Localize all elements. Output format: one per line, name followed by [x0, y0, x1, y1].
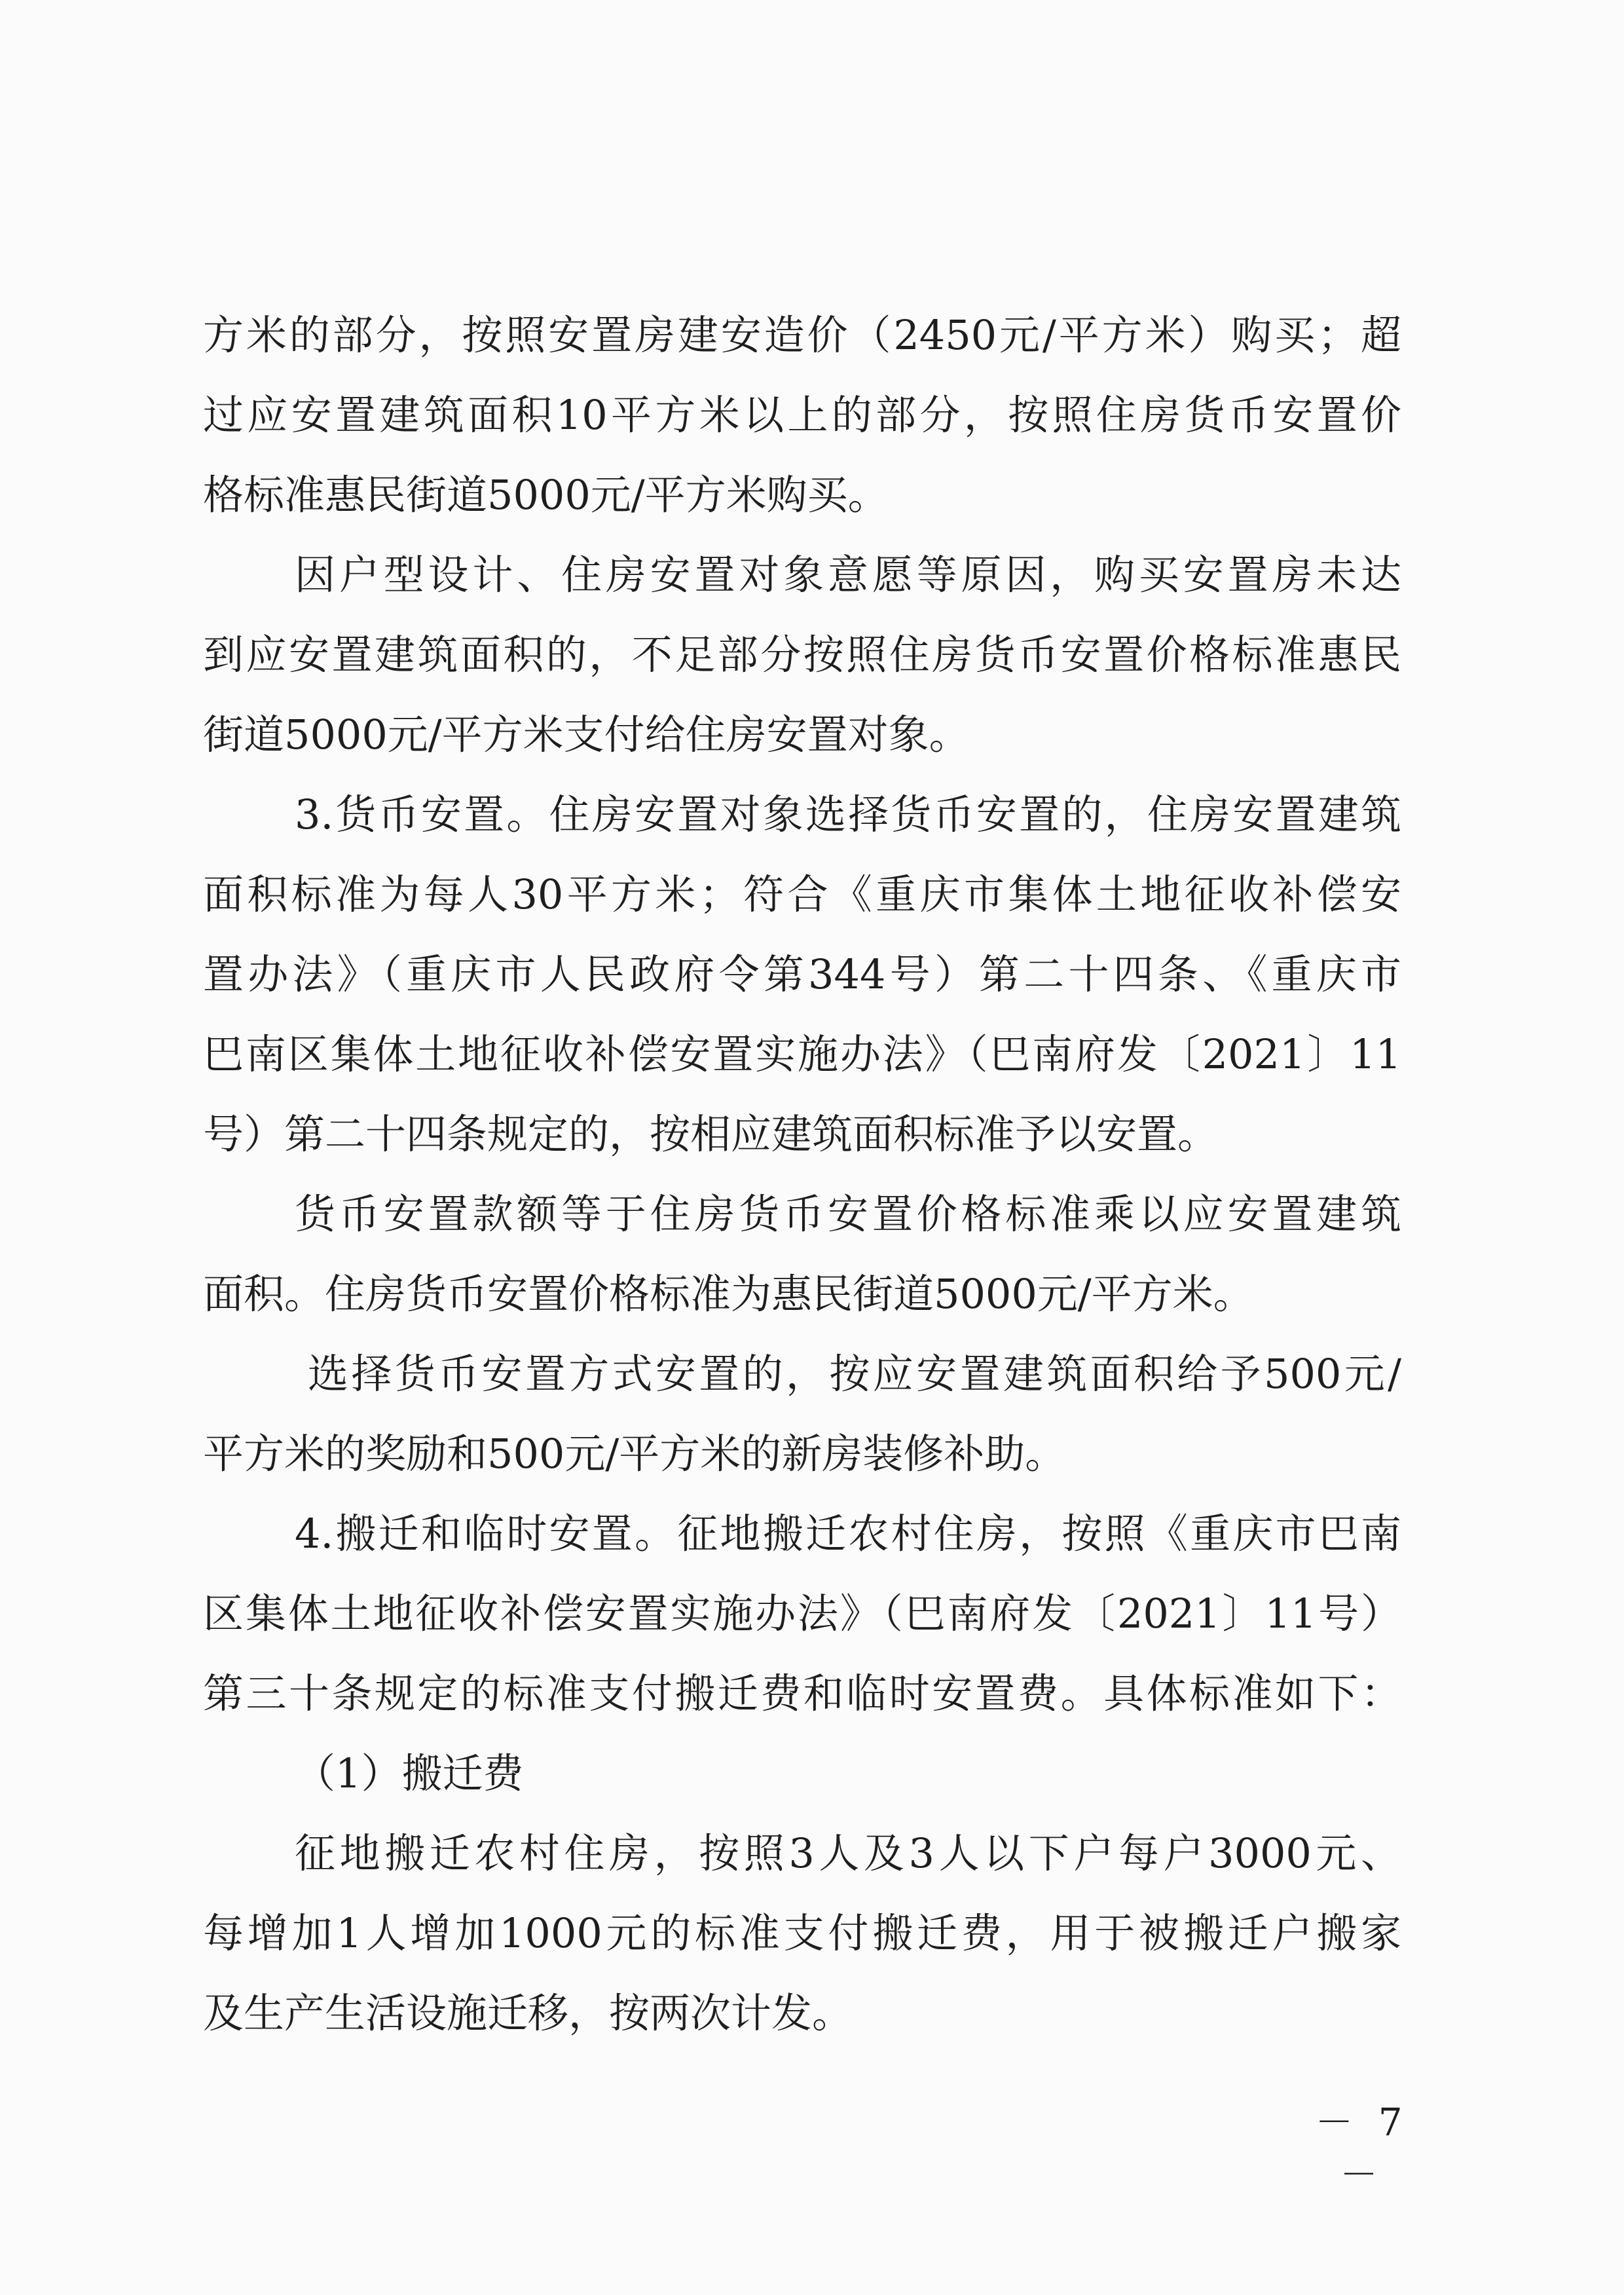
text-line: 及生产生活设施迁移，按两次计发。 — [203, 1989, 853, 2037]
text-line: 置办法》（重庆市人民政府令第344号）第二十四条、《重庆市 — [203, 950, 1401, 998]
text-line: 每增加1人增加1000元的标准支付搬迁费，用于被搬迁户搬家 — [203, 1909, 1401, 1957]
text-line: 第三十条规定的标准支付搬迁费和临时安置费。具体标准如下： — [203, 1670, 1401, 1717]
text-line: 街道5000元/平方米支付给住房安置对象。 — [203, 711, 970, 758]
text-line: 面积。住房货币安置价格标准为惠民街道5000元/平方米。 — [203, 1270, 1254, 1318]
text-line: 格标准惠民街道5000元/平方米购买。 — [203, 471, 889, 519]
paragraph-first-line: 因户型设计、住房安置对象意愿等原因，购买安置房未达 — [295, 551, 1401, 599]
text-line: 方米的部分，按照安置房建安造价（2450元/平方米）购买；超 — [203, 311, 1401, 359]
paragraph-first-line: 货币安置款额等于住房货币安置价格标准乘以应安置建筑 — [295, 1190, 1401, 1238]
page-number: － 7 － — [1315, 2100, 1409, 2197]
text-line: 巴南区集体土地征收补偿安置实施办法》（巴南府发〔2021〕11 — [203, 1030, 1401, 1078]
text-line: 号）第二十四条规定的，按相应建筑面积标准予以安置。 — [203, 1110, 1219, 1158]
text-line: 区集体土地征收补偿安置实施办法》（巴南府发〔2021〕11号） — [203, 1590, 1401, 1637]
paragraph-first-line: 3.货币安置。住房安置对象选择货币安置的，住房安置建筑 — [295, 791, 1401, 838]
text-line: 面积标准为每人30平方米；符合《重庆市集体土地征收补偿安 — [203, 870, 1401, 918]
paragraph-first-line: 选择货币安置方式安置的，按应安置建筑面积给予500元/ — [308, 1350, 1401, 1398]
paragraph-first-line: 4.搬迁和临时安置。征地搬迁农村住房，按照《重庆市巴南 — [295, 1510, 1401, 1558]
text-line: 到应安置建筑面积的，不足部分按照住房货币安置价格标准惠民 — [203, 631, 1401, 679]
text-line: 平方米的奖励和500元/平方米的新房装修补助。 — [203, 1430, 1066, 1478]
paragraph-first-line: 征地搬迁农村住房，按照3人及3人以下户每户3000元、 — [295, 1829, 1401, 1877]
section-heading: （1）搬迁费 — [295, 1749, 524, 1797]
text-line: 过应安置建筑面积10平方米以上的部分，按照住房货币安置价 — [203, 391, 1401, 439]
